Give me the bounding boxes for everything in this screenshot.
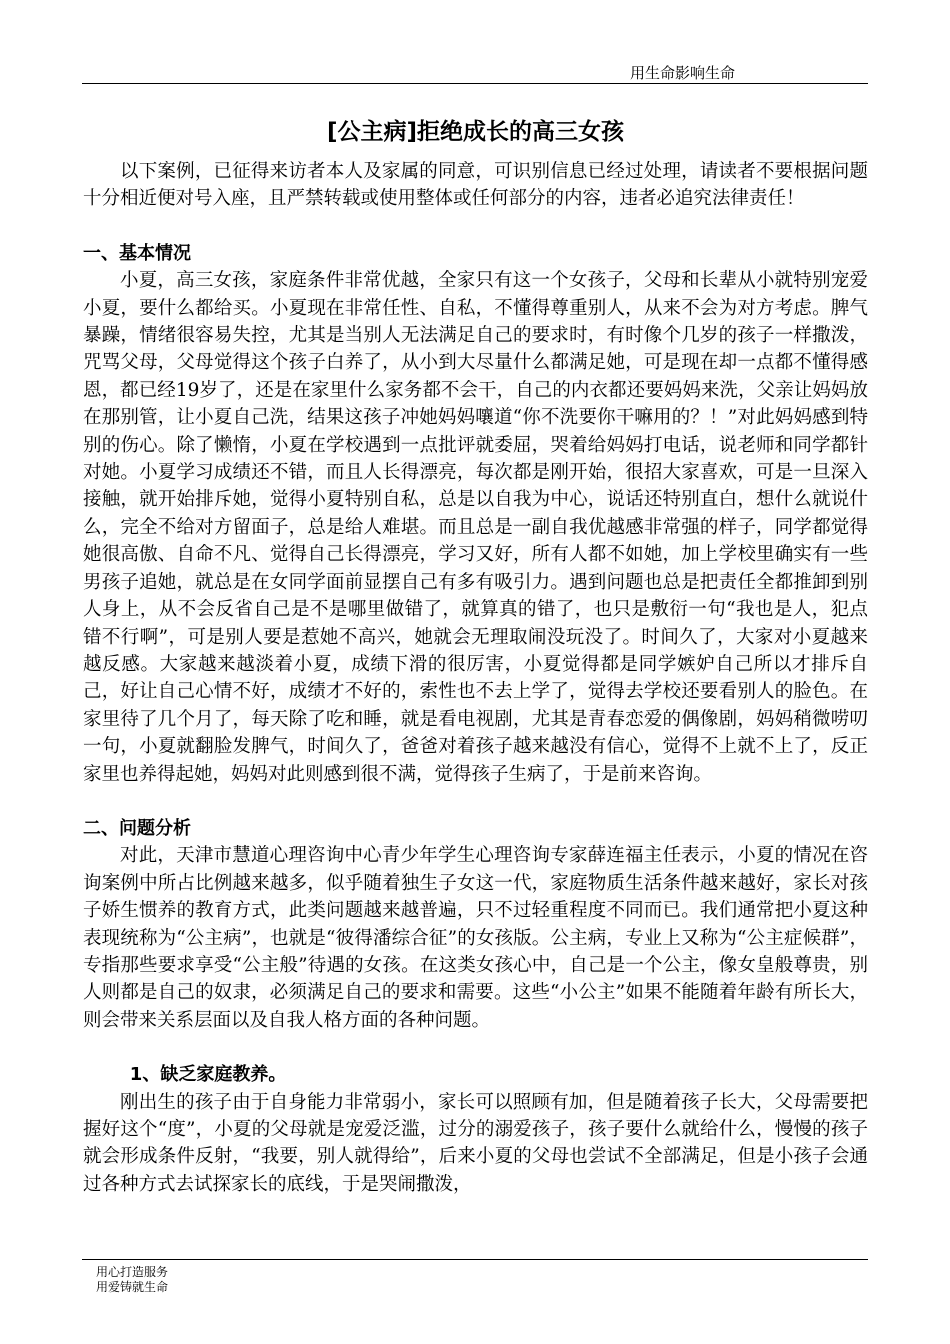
- subsection-heading: 1、缺乏家庭教养。: [129, 1064, 287, 1086]
- footer-divider: [82, 1259, 868, 1260]
- footer-slogan: [96, 1265, 168, 1295]
- subsection-paragraph: 刚出生的孩子由于自身能力非常弱小，家长可以照顾有加，但是随着孩子长大，父母需要把握好这个“度”，小夏的父母就是宠爱泛滥，过分的溺爱孩子，孩子要什么就给什么，慢慢的孩子就会形成条件反射，“我要，别人就得给”，后来小夏的父母也尝试不全部满足，但是小孩子会通过各种方式去试探家长的底线，于是哭闹撒泼，: [83, 1091, 868, 1195]
- page-title: [公主病]拒绝成长的高三女孩: [326, 119, 625, 145]
- footer-line-1: 用心打造服务: [96, 1265, 169, 1279]
- intro-paragraph: 以下案例，已征得来访者本人及家属的同意，可识别信息已经过处理，请读者不要根据问题十分相近便对号入座，且严禁转载或使用整体或任何部分的内容，违者必追究法律责任！: [83, 161, 868, 210]
- footer-line-2: 用爱铸就生命: [96, 1280, 169, 1294]
- document-body: [83, 112, 868, 1198]
- section-paragraph-analysis: 对此，天津市慧道心理咨询中心青少年学生心理咨询专家薛连福主任表示，小夏的情况在咨询案例中所占比例越来越多，似乎随着独生子女这一代，家庭物质生活条件越来越好，家长对孩子娇生惯养的教育方式，此类问题越来越普遍，只不过轻重程度不同而已。我们通常把小夏这种表现统称为“公主病”，也就是“彼得潘综合征”的女孩版。公主病，专业上又称为“公主症候群”，专指那些要求享受“公主般”待遇的女孩。在这类女孩心中，自己是一个公主，像女皇般尊贵，别人则都是自己的奴隶，必须满足自己的要求和需要。这些“小公主”如果不能随着年龄有所长大，则会带来关系层面以及自我人格方面的各种问题。: [83, 845, 868, 1031]
- section-paragraph-basic-info: 小夏，高三女孩，家庭条件非常优越，全家只有这一个女孩子，父母和长辈从小就特别宠爱小夏，要什么都给买。小夏现在非常任性、自私，不懂得尊重别人，从来不会为对方考虑。脾气暴躁，情绪很容易失控，尤其是当别人无法满足自己的要求时，有时像个几岁的孩子一样撒泼，咒骂父母，父母觉得这个孩子白养了，从小到大尽量什么都满足她，可是现在却一点都不懂得感恩，都已经19岁了，还是在家里什么家务都不会干，自己的内衣都还要妈妈来洗，父亲让妈妈放在那别管，让小夏自己洗，结果这孩子冲她妈妈嚷道“你不洗要你干嘛用的？！”对此妈妈感到特别的伤心。除了懒惰，小夏在学校遇到一点批评就委屈，哭着给妈妈打电话，说老师和同学都针对她。小夏学习成绩还不错，而且人长得漂亮，每次都是刚开始，很招大家喜欢，可是一旦深入接触，就开始排斥她，觉得小夏特别自私，总是以自我为中心，说话还特别直白，想什么就说什么，完全不给对方留面子，总是给人难堪。而且总是一副自我优越感非常强的样子，同学都觉得她很高傲、自命不凡、觉得自己长得漂亮，学习又好，所有人都不如她，加上学校里确实有一些男孩子追她，就总是在女同学面前显摆自己有多有吸引力。遇到问题也总是把责任全都推卸到别人身上，从不会反省自己是不是哪里做错了，就算真的错了，也只是敷衍一句“我也是人，犯点错不行啊”，可是别人要是惹她不高兴，她就会无理取闹没玩没了。时间久了，大家对小夏越来越反感。大家越来越淡着小夏，成绩下滑的很厉害，小夏觉得都是同学嫉妒自己所以才排斥自己，好让自己心情不好，成绩才不好的，索性也不去上学了，觉得去学校还要看别人的脸色。在家里待了几个月了，每天除了吃和睡，就是看电视剧，尤其是青春恋爱的偶像剧，妈妈稍微唠叨一句，小夏就翻脸发脾气，时间久了，爸爸对着孩子越来越没有信心，觉得不上就不上了，反正家里也养得起她，妈妈对此则感到很不满，觉得孩子生病了，于是前来咨询。: [83, 270, 868, 785]
- section-heading-analysis: 二、问题分析: [83, 817, 191, 839]
- section-heading-basic-info: 一、基本情况: [83, 242, 191, 264]
- header-divider: [82, 83, 868, 84]
- header-slogan: 用生命影响生命: [629, 64, 735, 82]
